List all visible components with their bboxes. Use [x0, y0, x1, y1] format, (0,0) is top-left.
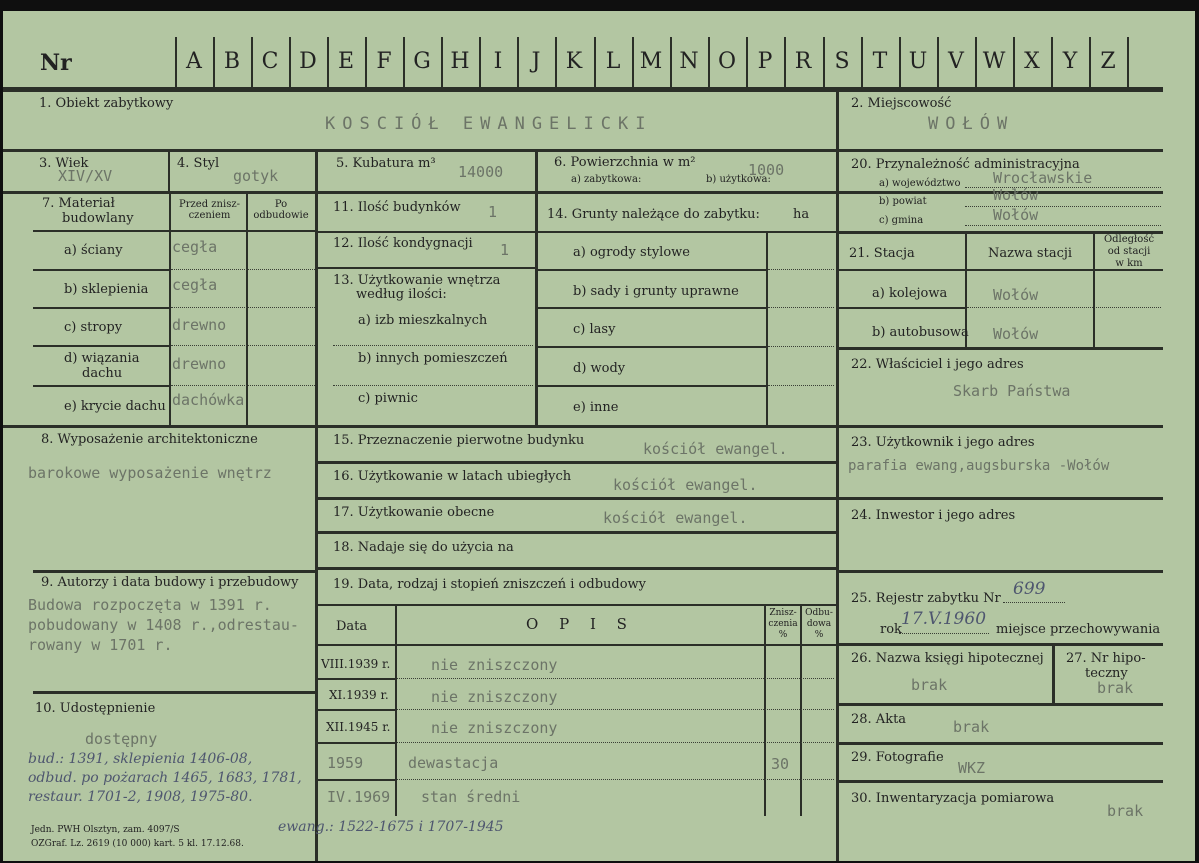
- rule: [318, 709, 396, 711]
- dotted-rule: [768, 346, 834, 347]
- field-7b-value: cegła: [172, 276, 218, 294]
- dotted-rule: [171, 307, 315, 308]
- field-14-unit: ha: [793, 207, 810, 222]
- dotted-rule: [397, 678, 834, 679]
- field-7-col-after-2: odbudowie: [253, 210, 309, 221]
- field-4-value: gotyk: [233, 167, 279, 185]
- field-20c-value: Wołów: [993, 206, 1039, 224]
- field-19-row-date: VIII.1939 r.: [321, 657, 391, 671]
- field-21a-value: Wołów: [993, 286, 1039, 304]
- letter-r: R: [794, 49, 812, 74]
- rule: [169, 194, 171, 425]
- rule: [33, 570, 315, 573]
- rule: [318, 779, 396, 781]
- field-4-label: 4. Styl: [177, 156, 220, 171]
- rule: [538, 385, 766, 387]
- field-7a-value: cegła: [172, 238, 218, 256]
- field-20a-value: Wrocławskie: [993, 169, 1093, 187]
- rule: [33, 230, 315, 232]
- field-7-label: 7. Materiał: [42, 196, 115, 211]
- field-14-label: 14. Grunty należące do zabytku:: [547, 207, 760, 222]
- field-28-value: brak: [953, 718, 990, 736]
- dotted-rule: [171, 269, 315, 270]
- rule: [395, 606, 397, 816]
- field-19-col-opis: O P I S: [526, 615, 635, 633]
- rule: [33, 691, 315, 694]
- rule: [3, 90, 1163, 92]
- field-29-value: WKZ: [958, 759, 986, 777]
- dotted-rule: [171, 385, 315, 386]
- field-25-label: 25. Rejestr zabytku Nr: [851, 591, 1001, 606]
- field-19-label: 19. Data, rodzaj i stopień zniszczeń i odbudowy: [333, 577, 647, 592]
- field-15-value: kościół ewangel.: [643, 440, 788, 458]
- field-10-label: 10. Udostępnienie: [35, 701, 156, 716]
- dotted-rule: [899, 633, 989, 634]
- field-9-line-1: Budowa rozpoczęta w 1391 r.: [28, 596, 272, 614]
- field-10-handwriting-3: restaur. 1701-2, 1908, 1975-80.: [28, 789, 253, 805]
- field-13-label-2: według ilości:: [356, 287, 447, 302]
- field-19-row-z: 30: [771, 755, 790, 773]
- dotted-rule: [967, 307, 1161, 308]
- field-10-handwriting-1: bud.: 1391, sklepienia 1406-08,: [28, 751, 253, 767]
- field-23-value: parafia ewang,augsburska -Wołów: [848, 458, 1110, 474]
- rule: [839, 347, 1163, 350]
- field-21-label: 21. Stacja: [849, 246, 915, 261]
- field-2-label: 2. Miejscowość: [851, 96, 952, 111]
- field-19-row-date: XI.1939 r.: [329, 688, 389, 702]
- field-22-value: Skarb Państwa: [953, 382, 1071, 400]
- field-6-b-value: 1000: [748, 161, 785, 179]
- rule: [538, 269, 766, 271]
- letter-n: N: [679, 49, 699, 74]
- field-8-label: 8. Wyposażenie architektoniczne: [41, 432, 258, 447]
- field-21-col-name: Nazwa stacji: [987, 246, 1073, 261]
- field-10-handwriting-2: odbud. po pożarach 1465, 1683, 1781,: [28, 770, 302, 786]
- rule: [839, 269, 1163, 271]
- dotted-rule: [333, 345, 533, 346]
- rule: [839, 703, 1163, 706]
- field-19-row-opis: nie zniszczony: [431, 656, 558, 674]
- footer-line-1: Jedn. PWH Olsztyn, zam. 4097/S: [31, 825, 180, 835]
- rule: [33, 385, 169, 387]
- rule: [318, 742, 396, 744]
- footer-handwriting: ewang.: 1522-1675 i 1707-1945: [278, 819, 504, 835]
- field-7c-value: drewno: [172, 316, 227, 334]
- letter-w: W: [982, 49, 1006, 74]
- rule: [839, 570, 1163, 573]
- field-19-col-z-3: %: [778, 630, 788, 640]
- field-23-label: 23. Użytkownik i jego adres: [851, 435, 1035, 450]
- rule: [318, 461, 836, 464]
- field-1-label: 1. Obiekt zabytkowy: [39, 96, 174, 111]
- field-24-label: 24. Inwestor i jego adres: [851, 508, 1016, 523]
- field-25-miejsce: miejsce przechowywania: [996, 622, 1161, 637]
- rule: [839, 742, 1163, 745]
- field-19-row-date: IV.1969: [327, 788, 391, 806]
- letter-g: G: [413, 49, 431, 74]
- field-16-value: kościół ewangel.: [613, 476, 758, 494]
- field-10-value: dostępny: [85, 730, 158, 748]
- rule: [318, 267, 535, 269]
- letter-i: I: [493, 49, 503, 74]
- field-3-label: 3. Wiek: [39, 156, 89, 171]
- field-7-col-before-2: czeniem: [188, 210, 231, 221]
- field-17-value: kościół ewangel.: [603, 509, 748, 527]
- field-27-label: 27. Nr hipo-: [1066, 651, 1146, 666]
- letter-j: J: [531, 49, 541, 74]
- field-21-col-dist-3: w km: [1115, 258, 1143, 269]
- letter-e: E: [337, 49, 355, 74]
- dotted-rule: [333, 385, 533, 386]
- nr-label: Nr: [40, 50, 72, 76]
- rule: [318, 497, 836, 500]
- field-20-label: 20. Przynależność administracyjna: [851, 157, 1080, 172]
- inventory-card: [3, 11, 1195, 861]
- field-7d-label: d) wiązania: [64, 351, 140, 366]
- letter-k: K: [565, 49, 583, 74]
- field-16-label: 16. Użytkowanie w latach ubiegłych: [333, 469, 572, 484]
- rule: [839, 643, 1163, 646]
- letter-separator: [1127, 37, 1129, 89]
- field-5-label: 5. Kubatura m³: [336, 156, 436, 171]
- dotted-rule: [965, 206, 1161, 207]
- field-7d-value: drewno: [172, 355, 227, 373]
- field-29-label: 29. Fotografie: [851, 750, 944, 765]
- field-6-a-label: a) zabytkowa:: [571, 174, 642, 185]
- field-26-value: brak: [911, 676, 948, 694]
- rule: [836, 90, 839, 861]
- letter-a: A: [186, 49, 202, 74]
- field-7b-label: b) sklepienia: [64, 282, 149, 297]
- rule: [3, 425, 1163, 428]
- field-7-label-2: budowlany: [62, 211, 134, 226]
- rule: [538, 231, 836, 233]
- field-6-label: 6. Powierzchnia w m²: [554, 155, 696, 170]
- field-25-nr-value: 699: [1013, 579, 1046, 599]
- field-22-label: 22. Właściciel i jego adres: [851, 357, 1024, 372]
- rule: [3, 191, 1163, 194]
- field-11-value: 1: [488, 203, 498, 221]
- dotted-rule: [1003, 602, 1065, 603]
- letter-c: C: [261, 49, 279, 74]
- field-5-value: 14000: [458, 163, 504, 181]
- rule: [318, 567, 836, 570]
- field-18-label: 18. Nadaje się do użycia na: [333, 540, 514, 555]
- letter-s: S: [834, 49, 850, 74]
- rule: [538, 346, 766, 348]
- field-12-value: 1: [500, 241, 510, 259]
- field-7c-label: c) stropy: [64, 320, 123, 335]
- rule: [33, 269, 169, 271]
- field-21b-label: b) autobusowa: [872, 325, 969, 340]
- rule: [318, 531, 836, 534]
- field-28-label: 28. Akta: [851, 712, 907, 727]
- rule: [839, 497, 1163, 500]
- field-25-rok-label: rok: [880, 622, 902, 637]
- letter-b: B: [223, 49, 241, 74]
- field-30-value: brak: [1107, 802, 1144, 820]
- rule: [3, 149, 1163, 152]
- letter-p: P: [757, 49, 773, 74]
- field-19-col-z: Znisz-: [769, 608, 797, 618]
- field-7e-value: dachówka: [172, 391, 245, 409]
- dotted-rule: [171, 345, 315, 346]
- field-7d-label-2: dachu: [82, 366, 123, 381]
- field-8-value: barokowe wyposażenie wnętrz: [28, 464, 272, 482]
- field-19-col-z-2: czenia: [768, 619, 798, 629]
- field-9-label: 9. Autorzy i data budowy i przebudowy: [41, 575, 299, 590]
- rule: [315, 152, 318, 861]
- field-14a-label: a) ogrody stylowe: [573, 245, 690, 260]
- rule: [33, 345, 169, 347]
- letter-h: H: [450, 49, 470, 74]
- letter-u: U: [908, 49, 928, 74]
- field-12-label: 12. Ilość kondygnacji: [333, 236, 473, 251]
- dotted-rule: [768, 307, 834, 308]
- letter-l: L: [605, 49, 621, 74]
- field-2-value: WOŁÓW: [928, 114, 1015, 134]
- field-11-label: 11. Ilość budynków: [333, 200, 461, 215]
- field-21a-label: a) kolejowa: [872, 286, 948, 301]
- field-7-col-before: Przed znisz-: [179, 199, 240, 210]
- field-7e-label: e) krycie dachu: [64, 399, 166, 414]
- field-19-row-opis: nie zniszczony: [431, 719, 558, 737]
- field-19-col-o-2: dowa: [806, 619, 832, 629]
- dotted-rule: [768, 269, 834, 270]
- rule: [766, 231, 768, 425]
- field-13b-label: b) innych pomieszczeń: [358, 351, 508, 366]
- rule: [318, 678, 396, 680]
- letter-d: D: [299, 49, 317, 74]
- field-15-label: 15. Przeznaczenie pierwotne budynku: [333, 433, 585, 448]
- letter-x: X: [1024, 49, 1040, 74]
- field-27-value: brak: [1097, 679, 1134, 697]
- field-21-col-dist-2: od stacji: [1107, 246, 1151, 257]
- field-19-row-date: 1959: [327, 754, 364, 772]
- rule: [168, 152, 170, 194]
- field-7a-label: a) ściany: [64, 243, 123, 258]
- field-9-line-3: rowany w 1701 r.: [28, 636, 173, 654]
- field-14e-label: e) inne: [573, 400, 619, 415]
- field-21-col-dist: Odległość: [1103, 234, 1155, 245]
- rule: [246, 194, 248, 425]
- field-6-b-label: b) użytkowa:: [706, 174, 771, 185]
- field-19-col-date: Data: [336, 619, 368, 634]
- letter-m: M: [639, 49, 663, 74]
- dotted-rule: [965, 225, 1161, 226]
- footer-line-2: OZGraf. Lz. 2619 (10 000) kart. 5 kl. 17.12.68.: [31, 839, 244, 849]
- field-13c-label: c) piwnic: [358, 391, 418, 406]
- letter-t: T: [872, 49, 888, 74]
- field-19-row-opis: stan średni: [421, 788, 521, 806]
- dotted-rule: [768, 385, 834, 386]
- letter-o: O: [717, 49, 737, 74]
- field-19-row-opis: nie zniszczony: [431, 688, 558, 706]
- field-3-value: XIV/XV: [58, 167, 113, 185]
- dotted-rule: [397, 779, 834, 780]
- field-9-line-2: pobudowany w 1408 r.,odrestau-: [28, 616, 299, 634]
- field-19-row-date: XII.1945 r.: [326, 720, 391, 734]
- field-19-col-o-3: %: [814, 630, 824, 640]
- letter-z: Z: [1100, 49, 1116, 74]
- field-14b-label: b) sady i grunty uprawne: [573, 284, 739, 299]
- rule: [318, 231, 535, 233]
- rule: [538, 307, 766, 309]
- dotted-rule: [965, 187, 1161, 188]
- field-20a-label: a) województwo: [879, 178, 961, 189]
- field-27-label-2: teczny: [1085, 666, 1128, 681]
- field-7-col-after: Po: [274, 199, 288, 210]
- field-20b-value: Wołów: [993, 186, 1039, 204]
- field-19-row-opis: dewastacja: [408, 754, 499, 772]
- field-14c-label: c) lasy: [573, 322, 616, 337]
- field-25-rok-value: 17.V.1960: [901, 609, 987, 629]
- rule: [839, 780, 1163, 783]
- field-20b-label: b) powiat: [879, 196, 927, 207]
- letter-f: F: [376, 49, 392, 74]
- field-19-col-o: Odbu-: [805, 608, 833, 618]
- dotted-rule: [397, 742, 834, 743]
- field-26-label: 26. Nazwa księgi hipotecznej: [851, 651, 1044, 666]
- rule: [839, 307, 967, 309]
- field-14d-label: d) wody: [573, 361, 626, 376]
- field-13-label: 13. Użytkowanie wnętrza: [333, 273, 501, 288]
- letter-y: Y: [1062, 49, 1078, 74]
- rule: [1052, 646, 1055, 703]
- field-1-value: KOSCIÓŁ EWANGELICKI: [325, 114, 653, 134]
- dotted-rule: [397, 709, 834, 710]
- field-21b-value: Wołów: [993, 325, 1039, 343]
- letter-v: V: [948, 49, 964, 74]
- rule: [33, 307, 169, 309]
- field-17-label: 17. Użytkowanie obecne: [333, 505, 495, 520]
- field-20c-label: c) gmina: [879, 215, 924, 226]
- field-13a-label: a) izb mieszkalnych: [358, 313, 488, 328]
- field-30-label: 30. Inwentaryzacja pomiarowa: [851, 791, 1055, 806]
